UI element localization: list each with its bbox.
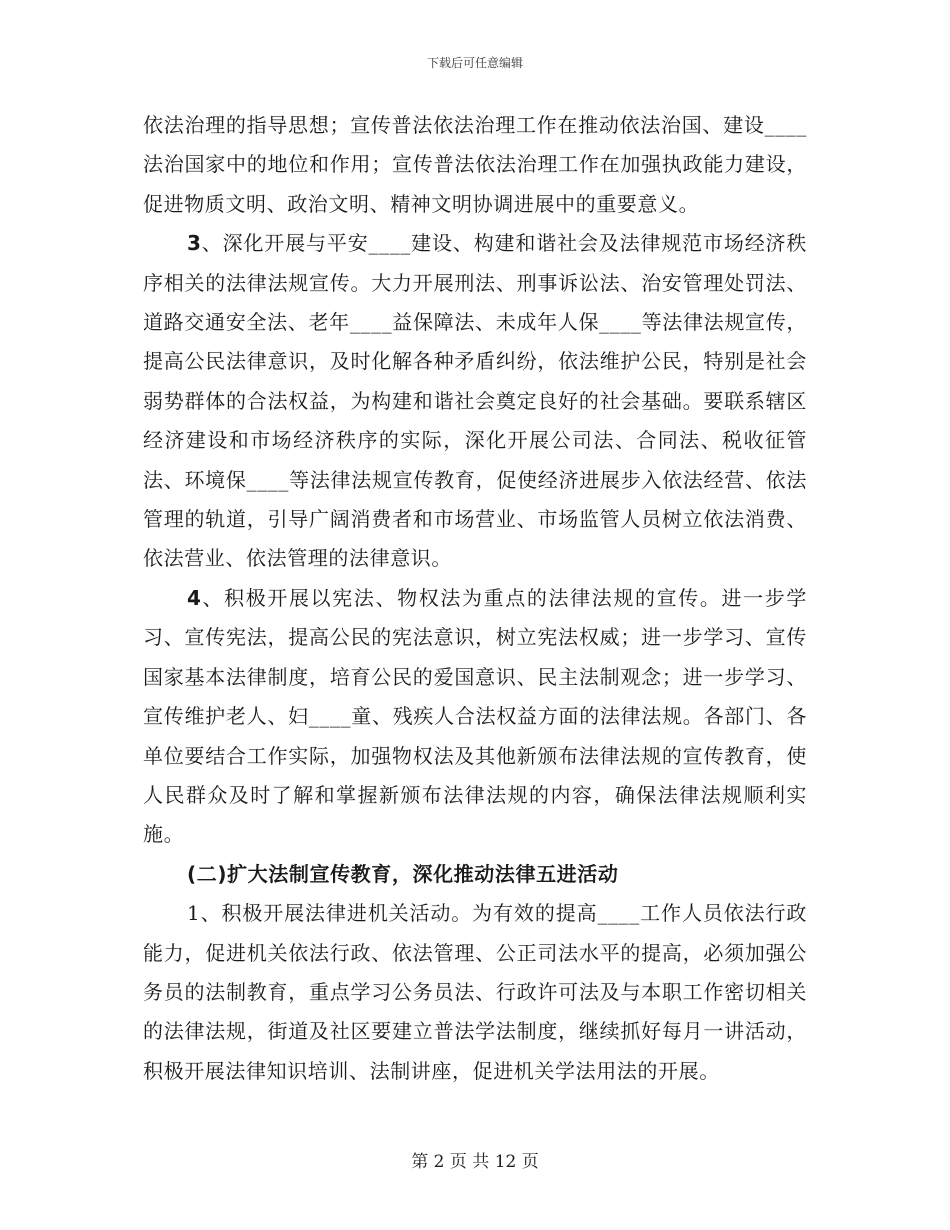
item-number: 1 xyxy=(187,901,201,926)
item-number: 3 xyxy=(187,231,202,256)
document-body xyxy=(143,106,807,1091)
paragraph-item-3 xyxy=(143,224,807,579)
paragraph-text: 、深化开展与平安____建设、构建和谐社会及法律规范市场经济秩序相关的法律法规宣传。大力开展刑法、刑事诉讼法、治安管理处罚法、道路交通安全法、老年____益保障法、未成年人保____等法律法规宣传，提高公民法律意识，及时化解各种矛盾纠纷，依法维护公民，特别是社会弱势群体的合法权益，为构建和谐社会奠定良好的社会基础。要联系辖区经济建设和市场经济秩序的实际，深化开展公司法、合同法、税收征管法、环境保____等法律法规宣传教育，促使经济进展步入依法经营、依法管理的轨道，引导广阔消费者和市场营业、市场监管人员树立依法消费、依法营业、依法管理的法律意识。 xyxy=(143,231,807,571)
page-header-note: 下载后可任意编辑 xyxy=(426,56,523,70)
paragraph-text: 、积极开展以宪法、物权法为重点的法律法规的宣传。进一步学习、宣传宪法，提高公民的宪法意识，树立宪法权威；进一步学习、宣传国家基本法律制度，培育公民的爱国意识、民主法制观念；进一步学习、宣传维护老人、妇____童、残疾人合法权益方面的法律法规。各部门、各单位要结合工作实际，加强物权法及其他新颁布法律法规的宣传教育，使人民群众及时了解和掌握新颁布法律法规的内容，确保法律法规顺利实施。 xyxy=(143,585,807,847)
paragraph-text: 、积极开展法律进机关活动。为有效的提高____工作人员依法行政能力，促进机关依法行政、依法管理、公正司法水平的提高，必须加强公务员的法制教育，重点学习公务员法、行政许可法及与本职工作密切相关的法律法规，街道及社区要建立普法学法制度，继续抓好每月一讲活动，积极开展法律知识培训、法制讲座，促进机关学法用法的开展。 xyxy=(143,901,807,1083)
paragraph-text: 依法治理的指导思想；宣传普法依法治理工作在推动依法治国、建设____法治国家中的地位和作用；宣传普法依法治理工作在加强执政能力建设，促进物质文明、政治文明、精神文明协调进展中的重要意义。 xyxy=(143,113,807,216)
paragraph-item-1 xyxy=(143,894,807,1091)
paragraph-continued xyxy=(143,106,807,224)
paragraph-item-4 xyxy=(143,579,807,855)
page-number-footer: 第 2 页 共 12 页 xyxy=(411,1152,539,1172)
section-heading: (二)扩大法制宣传教育，深化推动法律五进活动 xyxy=(187,861,619,886)
item-number: 4 xyxy=(187,585,202,610)
